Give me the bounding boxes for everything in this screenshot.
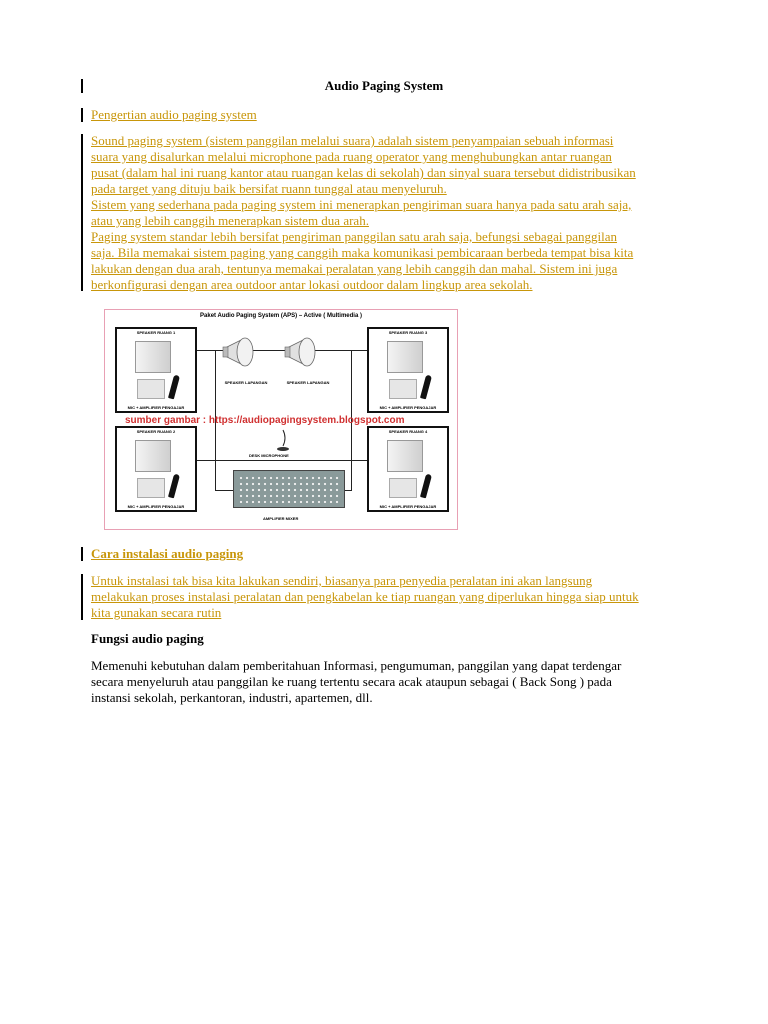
horn-label: SPEAKER LAPANGAN (286, 380, 330, 385)
desk-microphone-icon (275, 428, 291, 452)
room-label: SPEAKER RUANG 3 (388, 330, 428, 335)
text-line: saja. Bila memakai sistem paging yang canggih maka komunikasi pembicaraan berbeda tempat bisa kita (91, 245, 634, 260)
room-foot-label: MIC + AMPLIFIER PENGAJAR (127, 504, 185, 509)
speaker-icon (135, 440, 171, 472)
page-title: Audio Paging System (324, 78, 444, 93)
text-line: melakukan proses instalasi peralatan dan pengkabelan ke tiap ruangan yang diperlukan hingga siap untuk (91, 589, 639, 604)
speaker-icon (135, 341, 171, 373)
section-heading-fungsi: Fungsi audio paging (91, 631, 204, 646)
room-4 (367, 426, 449, 512)
paragraph-marker (81, 108, 83, 122)
room-3 (367, 327, 449, 413)
text-line: Untuk instalasi tak bisa kita lakukan sendiri, biasanya para penyedia peralatan ini akan langsung (91, 573, 593, 588)
amplifier-mixer-icon (233, 470, 345, 508)
source-watermark: sumber gambar : https://audiopagingsystem.blogspot.com (125, 415, 405, 426)
text-line: Memenuhi kebutuhan dalam pemberitahuan Informasi, pengumuman, panggilan yang dapat terdengar (91, 658, 622, 673)
paragraph-marker (81, 547, 83, 561)
text-line: berkonfigurasi dengan area outdoor antar lokasi outdoor dalam lingkup area sekolah. (91, 277, 533, 292)
room-foot-label: MIC + AMPLIFIER PENGAJAR (379, 405, 437, 410)
horn-label: SPEAKER LAPANGAN (224, 380, 268, 385)
text-line: lakukan dengan dua arah, tentunya memakai peralatan yang lebih canggih dan mahal. Sistem ini juga (91, 261, 618, 276)
microphone-icon (420, 474, 432, 499)
microphone-icon (420, 375, 432, 400)
audio-paging-diagram (104, 309, 458, 530)
section-body-fungsi (91, 658, 681, 706)
section-body-cara-instalasi[interactable] (91, 573, 681, 621)
room-label: SPEAKER RUANG 4 (388, 429, 428, 434)
room-label: SPEAKER RUANG 2 (136, 429, 176, 434)
speaker-icon (387, 341, 423, 373)
text-line: secara menyeluruh atau panggilan ke ruang tertentu secara acak ataupun sebagai ( Back Song ) pada (91, 674, 612, 689)
amplifier-icon (389, 478, 417, 498)
text-line: pada target yang dituju baik bersifat ruann tunggal atau menyeluruh. (91, 181, 447, 196)
paragraph-marker (81, 134, 83, 291)
text-line: suara yang disalurkan melalui microphone pada ruang operator yang menghubungkan antar ruangan (91, 149, 612, 164)
speaker-icon (387, 440, 423, 472)
horn-speaker-icon (283, 336, 333, 368)
amplifier-icon (389, 379, 417, 399)
section-heading-pengertian[interactable]: Pengertian audio paging system (91, 107, 257, 122)
text-line: atau yang lebih canggih menerapkan sistem dua arah. (91, 213, 369, 228)
mixer-label: AMPLIFIER MIXER (263, 516, 299, 521)
section-body-pengertian[interactable] (91, 133, 681, 293)
room-label: SPEAKER RUANG 1 (136, 330, 176, 335)
room-foot-label: MIC + AMPLIFIER PENGAJAR (379, 504, 437, 509)
desk-mic-label: DESK MICROPHONE (249, 453, 289, 458)
room-foot-label: MIC + AMPLIFIER PENGAJAR (127, 405, 185, 410)
text-line: pusat (dalam hal ini ruang kantor atau ruangan kelas di sekolah) dan sinyal suara tersebut didistribusikan (91, 165, 636, 180)
microphone-icon (168, 375, 180, 400)
text-line: Paging system standar lebih bersifat pengiriman panggilan satu arah saja, befungsi sebagai panggilan (91, 229, 617, 244)
amplifier-icon (137, 478, 165, 498)
room-2 (115, 426, 197, 512)
wire (215, 490, 233, 491)
text-line: Sound paging system (sistem panggilan melalui suara) adalah sistem penyampaian sebuah informasi (91, 133, 614, 148)
text-line: Sistem yang sederhana pada paging system ini menerapkan pengiriman suara hanya pada satu arah saja, (91, 197, 632, 212)
paragraph-marker (81, 574, 83, 620)
diagram-title: Paket Audio Paging System (APS) – Active ( Multimedia ) (200, 313, 362, 319)
microphone-icon (168, 474, 180, 499)
wire (197, 460, 369, 461)
horn-speaker-icon (221, 336, 271, 368)
amplifier-icon (137, 379, 165, 399)
room-1 (115, 327, 197, 413)
section-heading-cara-instalasi[interactable]: Cara instalasi audio paging (91, 546, 244, 561)
text-line: instansi sekolah, perkantoran, industri, apartemen, dll. (91, 690, 373, 705)
text-line: kita gunakan secara rutin (91, 605, 222, 620)
